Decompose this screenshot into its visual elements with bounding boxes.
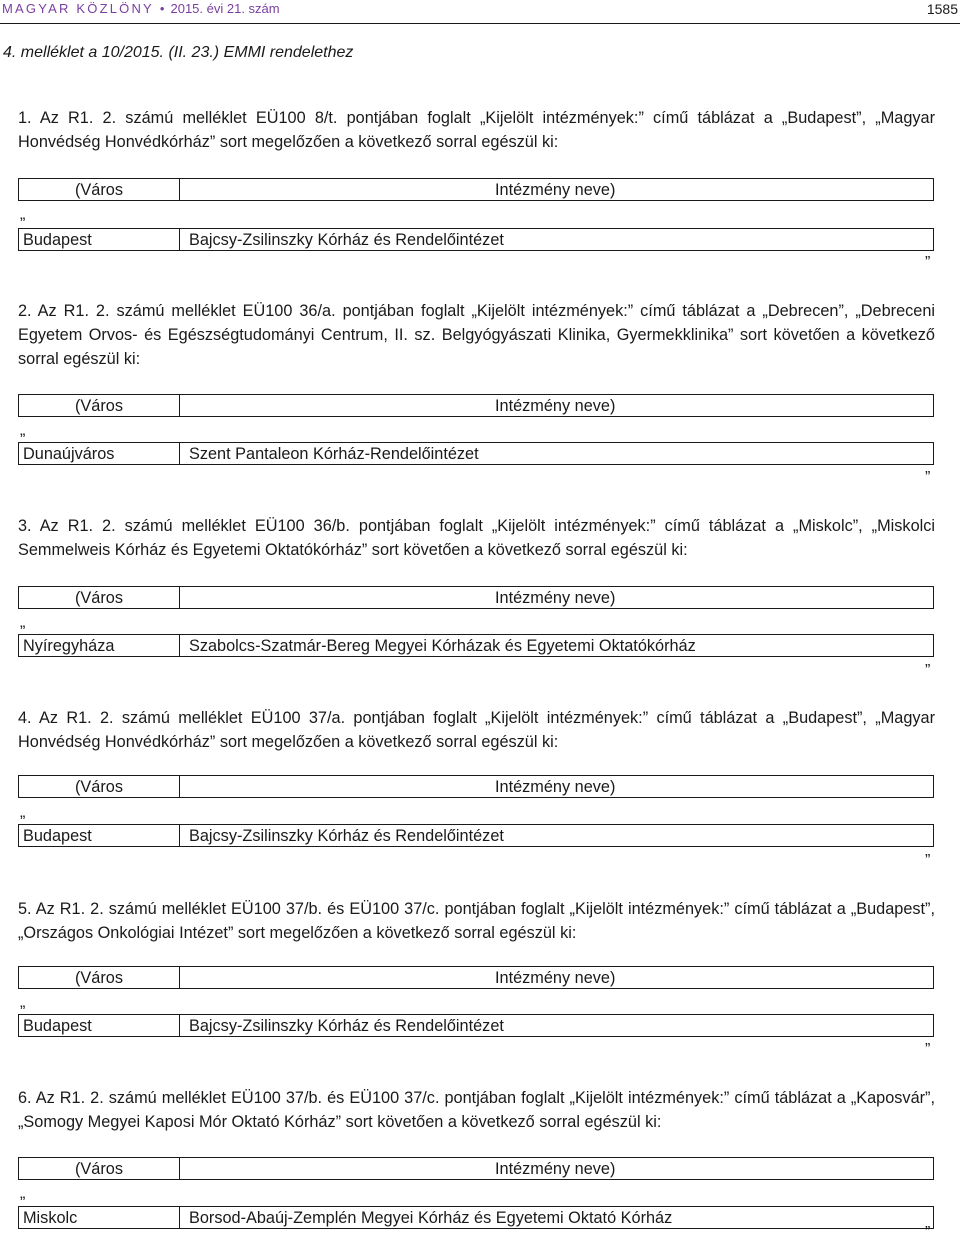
amendment-section-3 [0,514,960,704]
journal-header [2,1,280,16]
table-row [18,824,934,847]
opening-quote: „ [20,614,26,631]
column-divider [179,443,180,464]
column-divider [179,179,180,200]
opening-quote: „ [20,206,26,223]
table-header-row [18,586,934,609]
cell-city: Budapest [23,1017,92,1035]
amendment-text: 2. Az R1. 2. számú melléklet EÜ100 36/a. pontjában foglalt „Kijelölt intézmények:” című táblázat a „Debrecen”, „Debreceni Egyetem Orvos- és Egészségtudományi Centrum, II. sz. Belgyógyászati Klinika, Gyermekklinika” sort követően a következő sorral egészül ki: [18,302,935,368]
header-institution: Intézmény neve) [495,397,616,415]
cell-city: Nyíregyháza [23,637,115,655]
amendment-section-4 [0,706,960,896]
column-divider [179,395,180,416]
table-row [18,442,934,465]
table-header-row [18,178,934,201]
table-row [18,634,934,657]
table-header-row [18,966,934,989]
cell-city: Dunaújváros [23,445,115,463]
page-number: 1585 [926,1,958,17]
header-institution: Intézmény neve) [495,1160,616,1178]
amendment-text: 6. Az R1. 2. számú melléklet EÜ100 37/b. és EÜ100 37/c. pontjában foglalt „Kijelölt intézmények:” című táblázat a „Kaposvár”, „Somogy Megyei Kaposi Mór Oktató Kórház” sort követően a következő sorral egészül ki: [18,1089,935,1131]
header-institution: Intézmény neve) [495,778,616,796]
header-city: (Város [75,1160,123,1178]
running-header [0,0,960,24]
cell-city: Budapest [23,827,92,845]
column-divider [179,1207,180,1228]
cell-city: Budapest [23,231,92,249]
closing-quote: ” [925,662,931,679]
cell-institution: Borsod-Abaúj-Zemplén Megyei Kórház és Egyetemi Oktató Kórház [189,1209,673,1227]
header-city: (Város [75,181,123,199]
column-divider [179,967,180,988]
amendment-text: 5. Az R1. 2. számú melléklet EÜ100 37/b. és EÜ100 37/c. pontjában foglalt „Kijelölt intézmények:” című táblázat a „Budapest”, „Országos Onkológiai Intézet” sort megelőzően a következő sorral egészül ki: [18,900,935,942]
issue-number: 2015. évi 21. szám [170,1,280,16]
amendment-section-6 [0,1086,960,1242]
header-city: (Város [75,778,123,796]
header-city: (Város [75,969,123,987]
amendment-text: 1. Az R1. 2. számú melléklet EÜ100 8/t. pontjában foglalt „Kijelölt intézmények:” című táblázat a „Budapest”, „Magyar Honvédség Honvédkórház” sort megelőzően a következő sorral egészül ki: [18,109,935,151]
header-institution: Intézmény neve) [495,969,616,987]
header-city: (Város [75,589,123,607]
amendment-section-5 [0,897,960,1087]
header-city: (Város [75,397,123,415]
cell-institution: Bajcsy-Zsilinszky Kórház és Rendelőintézet [189,827,504,845]
header-separator: • [159,1,165,16]
table-row [18,228,934,251]
table-row [18,1206,934,1229]
amendment-section-2 [0,299,960,489]
column-divider [179,825,180,846]
table-row [18,1014,934,1037]
opening-quote: „ [20,804,26,821]
column-divider [179,587,180,608]
table-header-row [18,394,934,417]
cell-institution: Szabolcs-Szatmár-Bereg Megyei Kórházak és Egyetemi Oktatókórház [189,637,696,655]
column-divider [179,229,180,250]
cell-institution: Szent Pantaleon Kórház-Rendelőintézet [189,445,479,463]
closing-quote: ” [925,254,931,271]
opening-quote: „ [20,422,26,439]
amendment-section-1 [0,106,960,296]
header-institution: Intézmény neve) [495,589,616,607]
column-divider [179,776,180,797]
opening-quote: „ [20,1185,26,1202]
amendment-text: 4. Az R1. 2. számú melléklet EÜ100 37/a. pontjában foglalt „Kijelölt intézmények:” című táblázat a „Budapest”, „Magyar Honvédség Honvédkórház” sort megelőzően a következő sorral egészül ki: [18,709,935,751]
header-institution: Intézmény neve) [495,181,616,199]
closing-quote: ” [925,852,931,869]
cell-institution: Bajcsy-Zsilinszky Kórház és Rendelőintézet [189,231,504,249]
closing-quote: ” [925,1041,931,1058]
column-divider [179,1158,180,1179]
cell-city: Miskolc [23,1209,78,1227]
column-divider [179,1015,180,1036]
closing-quote: ” [925,469,931,486]
cell-institution: Bajcsy-Zsilinszky Kórház és Rendelőintézet [189,1017,504,1035]
annex-title: 4. melléklet a 10/2015. (II. 23.) EMMI rendelethez [3,44,354,61]
amendment-text: 3. Az R1. 2. számú melléklet EÜ100 36/b. pontjában foglalt „Kijelölt intézmények:” című táblázat a „Miskolc”, „Miskolci Semmelweis Kórház és Egyetemi Oktatókórház” sort követően a következő sorral egészül ki: [18,517,935,559]
table-header-row [18,1157,934,1180]
column-divider [179,635,180,656]
closing-quote: ” [925,1224,931,1241]
opening-quote: „ [20,994,26,1011]
journal-name: MAGYAR KÖZLÖNY [2,1,154,16]
table-header-row [18,775,934,798]
